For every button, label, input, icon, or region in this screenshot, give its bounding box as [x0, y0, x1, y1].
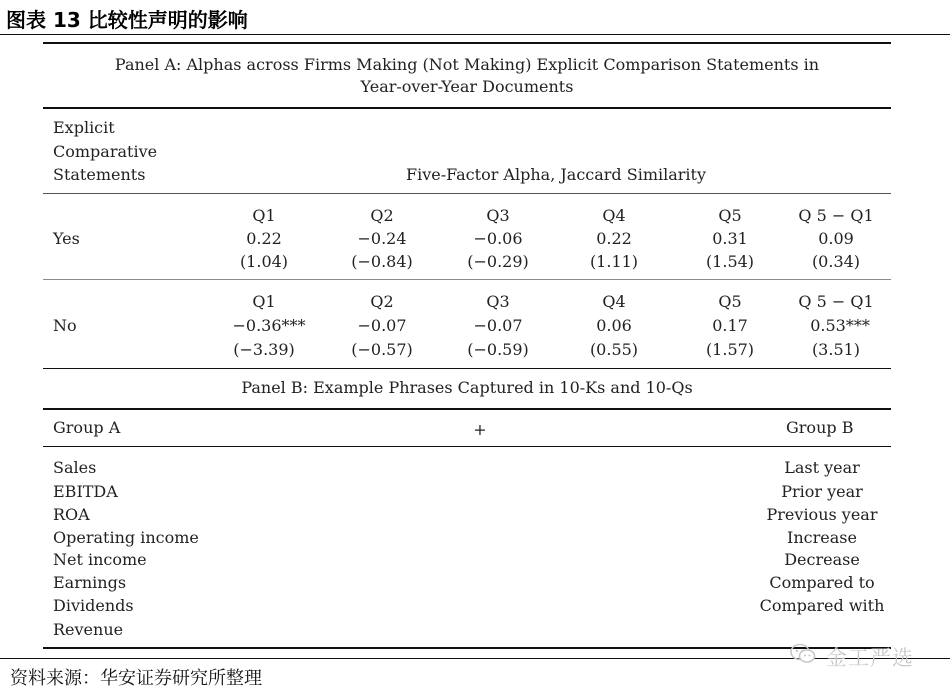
- quantile-label: Q 5 − Q1: [798, 292, 874, 311]
- row-divider-rule: [43, 279, 891, 280]
- group-a-phrase: EBITDA: [53, 482, 118, 501]
- alpha-cell: 0.31: [712, 229, 748, 248]
- group-a-phrase: Net income: [53, 550, 147, 569]
- source-note: 资料来源：华安证券研究所整理: [10, 668, 262, 689]
- alpha-cell: −0.36***: [232, 316, 306, 335]
- group-a-phrase: Dividends: [53, 596, 134, 615]
- group-b-phrase: Prior year: [781, 482, 863, 501]
- tstat-cell: (0.34): [811, 252, 861, 271]
- tstat-cell: (0.55): [589, 340, 639, 359]
- group-b-header: Group B: [786, 418, 854, 437]
- quantile-label: Q4: [602, 292, 626, 311]
- alpha-cell: 0.06: [596, 316, 632, 335]
- tstat-cell: (1.11): [589, 252, 639, 271]
- group-a-header: Group A: [53, 418, 121, 437]
- tstat-cell: (−0.57): [351, 340, 413, 359]
- panel-b-top-rule: [43, 368, 891, 369]
- tstat-cell: (−0.59): [467, 340, 529, 359]
- row-header-line1: Explicit: [53, 118, 115, 137]
- quantile-label: Q5: [718, 206, 742, 225]
- column-header: Five-Factor Alpha, Jaccard Similarity: [405, 165, 707, 184]
- row-header-line2: Comparative: [53, 142, 158, 161]
- tstat-cell: (1.57): [705, 340, 755, 359]
- quantile-label: Q2: [370, 292, 394, 311]
- panel-b-title: Panel B: Example Phrases Captured in 10-Ks and 10-Qs: [241, 378, 693, 397]
- table-top-rule: [43, 42, 891, 44]
- group-b-phrase: Previous year: [766, 505, 878, 524]
- alpha-cell: 0.53***: [810, 316, 870, 335]
- tstat-cell: (−0.29): [467, 252, 529, 271]
- alpha-cell: 0.09: [818, 229, 854, 248]
- table-bottom-rule: [43, 647, 891, 649]
- group-b-phrase: Compared to: [769, 573, 875, 592]
- tstat-cell: (−0.84): [351, 252, 413, 271]
- row-label-yes: Yes: [53, 229, 80, 248]
- group-b-phrase: Last year: [784, 458, 860, 477]
- panel-b-title-rule: [43, 408, 891, 410]
- group-b-phrase: Decrease: [784, 550, 860, 569]
- quantile-label: Q1: [252, 292, 276, 311]
- quantile-label: Q3: [486, 206, 510, 225]
- header-rule: [43, 193, 891, 194]
- tstat-cell: (3.51): [811, 340, 861, 359]
- alpha-cell: −0.06: [473, 229, 523, 248]
- quantile-label: Q3: [486, 292, 510, 311]
- tstat-cell: (1.54): [705, 252, 755, 271]
- quantile-label: Q5: [718, 292, 742, 311]
- panel-a-title-line2: Year-over-Year Documents: [360, 77, 574, 96]
- quantile-label: Q2: [370, 206, 394, 225]
- group-header-rule: [43, 446, 891, 447]
- alpha-cell: 0.22: [246, 229, 282, 248]
- group-a-phrase: Operating income: [53, 528, 199, 547]
- alpha-cell: −0.24: [357, 229, 407, 248]
- group-a-phrase: Sales: [53, 458, 97, 477]
- tstat-cell: (1.04): [239, 252, 289, 271]
- panel-a-title-line1: Panel A: Alphas across Firms Making (Not Making) Explicit Comparison Statements in: [114, 55, 820, 74]
- group-a-phrase: ROA: [53, 505, 90, 524]
- plus-sign: +: [473, 420, 487, 439]
- tstat-cell: (−3.39): [233, 340, 295, 359]
- watermark: [788, 638, 948, 672]
- row-header-line3: Statements: [53, 165, 146, 184]
- panel-a-title-rule: [43, 107, 891, 109]
- figure-title: 图表 13 比较性声明的影响: [6, 8, 248, 32]
- row-label-no: No: [53, 316, 77, 335]
- alpha-cell: 0.17: [712, 316, 748, 335]
- alpha-cell: −0.07: [473, 316, 523, 335]
- quantile-label: Q4: [602, 206, 626, 225]
- watermark-text: 金工严选: [826, 646, 914, 670]
- group-a-phrase: Earnings: [53, 573, 127, 592]
- alpha-cell: −0.07: [357, 316, 407, 335]
- group-b-phrase: Compared with: [759, 596, 885, 615]
- group-a-phrase: Revenue: [53, 620, 124, 639]
- quantile-label: Q 5 − Q1: [798, 206, 874, 225]
- group-b-phrase: Increase: [787, 528, 857, 547]
- top-rule: [0, 34, 950, 35]
- alpha-cell: 0.22: [596, 229, 632, 248]
- wechat-icon: [790, 643, 814, 663]
- quantile-label: Q1: [252, 206, 276, 225]
